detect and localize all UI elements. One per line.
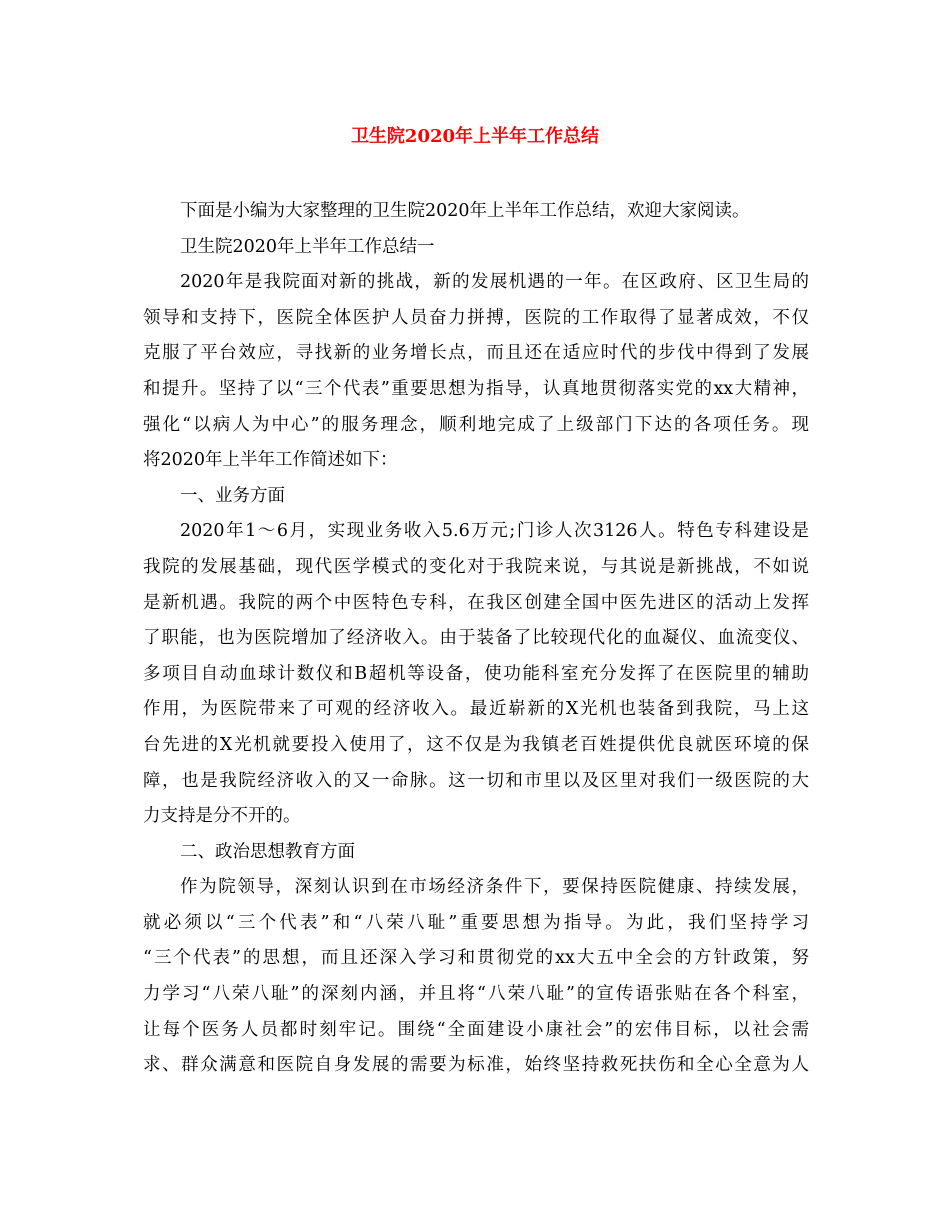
paragraph-line: 力学习“八荣八耻”的深刻内涵，并且将“八荣八耻”的宣传语张贴在各个科室， — [143, 984, 809, 1005]
paragraph-line: 2020年是我院面对新的挑战，新的发展机遇的一年。在区政府、区卫生局的 — [180, 272, 809, 293]
paragraph-line: 我院的发展基础，现代医学模式的变化对于我院来说，与其说是新挑战，不如说 — [143, 556, 809, 577]
document-title: 卫生院2020年上半年工作总结 — [350, 126, 600, 147]
paragraph-line: 障，也是我院经济收入的又一命脉。这一切和市里以及区里对我们一级医院的大 — [143, 770, 809, 791]
paragraph-line: 力支持是分不开的。 — [143, 806, 301, 827]
paragraph-line: 克服了平台效应，寻找新的业务增长点，而且还在适应时代的步伐中得到了发展 — [143, 343, 809, 364]
section-heading: 二、政治思想教育方面 — [180, 841, 355, 862]
paragraph-line: 多项目自动血球计数仪和B超机等设备，使功能科室充分发挥了在医院里的辅助 — [143, 663, 809, 684]
paragraph-line: 下面是小编为大家整理的卫生院2020年上半年工作总结，欢迎大家阅读。 — [180, 201, 750, 221]
paragraph-line: “三个代表”的思想，而且还深入学习和贯彻党的xx大五中全会的方针政策，努 — [143, 948, 809, 969]
paragraph-line: 台先进的X光机就要投入使用了，这不仅是为我镇老百姓提供优良就医环境的保 — [143, 734, 809, 755]
paragraph-line: 和提升。坚持了以“三个代表”重要思想为指导，认真地贯彻落实党的xx大精神， — [143, 378, 809, 399]
paragraph-line: 就必须以“三个代表”和“八荣八耻”重要思想为指导。为此，我们坚持学习 — [143, 912, 809, 933]
section-heading: 卫生院2020年上半年工作总结一 — [180, 236, 435, 257]
section-heading: 一、业务方面 — [180, 485, 285, 506]
paragraph-line: 2020年1～6月，实现业务收入5.6万元;门诊人次3126人。特色专科建设是 — [180, 521, 809, 542]
paragraph-line: 将2020年上半年工作简述如下： — [143, 450, 398, 471]
document-body — [143, 194, 809, 1084]
paragraph-line: 作为院领导，深刻认识到在市场经济条件下，要保持医院健康、持续发展， — [180, 877, 809, 898]
paragraph-line: 求、群众满意和医院自身发展的需要为标准，始终坚持救死扶伤和全心全意为人 — [143, 1055, 809, 1076]
paragraph-line: 作用，为医院带来了可观的经济收入。最近崭新的X光机也装备到我院，马上这 — [143, 699, 809, 720]
paragraph-line: 领导和支持下，医院全体医护人员奋力拼搏，医院的工作取得了显著成效，不仅 — [143, 307, 809, 328]
paragraph-line: 是新机遇。我院的两个中医特色专科，在我区创建全国中医先进区的活动上发挥 — [143, 592, 809, 613]
paragraph-line: 了职能，也为医院增加了经济收入。由于装备了比较现代化的血凝仪、血流变仪、 — [143, 628, 809, 649]
paragraph-line: 强化“以病人为中心”的服务理念，顺利地完成了上级部门下达的各项任务。现 — [143, 414, 809, 435]
paragraph-line: 让每个医务人员都时刻牢记。围绕“全面建设小康社会”的宏伟目标，以社会需 — [143, 1019, 809, 1040]
